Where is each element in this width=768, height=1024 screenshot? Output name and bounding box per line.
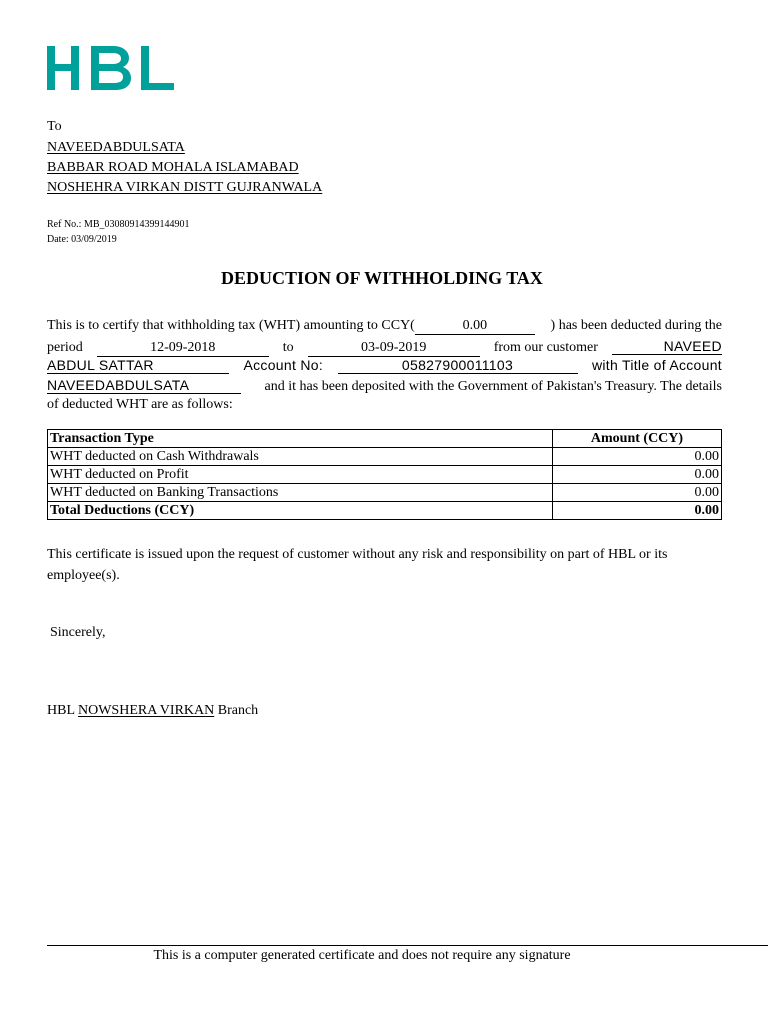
reference-date: Date: 03/09/2019	[47, 234, 117, 245]
customer-name-first: NAVEED	[612, 338, 722, 355]
certificate-text-1: This is to certify that withholding tax (WHT) amounting to CCY(	[47, 318, 415, 333]
total-label: Total Deductions (CCY)	[48, 502, 553, 520]
row-amount: 0.00	[553, 484, 722, 502]
certificate-line-3	[47, 357, 722, 374]
footer-divider	[47, 945, 768, 946]
account-label: Account No:	[243, 357, 324, 373]
header-amount: Amount (CCY)	[553, 430, 722, 448]
period-from-date: 12-09-2018	[97, 340, 269, 357]
table-total-row	[48, 502, 722, 520]
to-label: To	[47, 119, 62, 134]
certificate-text-4: of deducted WHT are as follows:	[47, 397, 233, 412]
account-title-label: with Title of Account	[591, 357, 722, 373]
reference-number: Ref No.: MB_03080914399144901	[47, 219, 190, 230]
branch-line	[47, 703, 258, 719]
recipient-address-line1: BABBAR ROAD MOHALA ISLAMABAD	[47, 160, 299, 175]
footer-note: This is a computer generated certificate and does not require any signature	[153, 948, 571, 963]
table-row	[48, 466, 722, 484]
closing: Sincerely,	[50, 625, 106, 640]
row-amount: 0.00	[553, 466, 722, 484]
account-title: NAVEEDABDULSATA	[47, 377, 241, 394]
disclaimer: This certificate is issued upon the request of customer without any risk and responsibility on part of HBL or its employee(s).	[47, 547, 668, 583]
header-transaction-type: Transaction Type	[48, 430, 553, 448]
certificate-line-2	[47, 338, 722, 357]
period-to-label: to	[282, 340, 294, 355]
branch-name: NOWSHERA VIRKAN	[77, 703, 215, 718]
row-amount: 0.00	[553, 448, 722, 466]
account-number: 05827900011103	[338, 357, 578, 374]
recipient-name: NAVEEDABDULSATA	[47, 140, 185, 155]
document-title: DEDUCTION OF WITHHOLDING TAX	[221, 268, 543, 288]
wht-amount: 0.00	[415, 318, 535, 335]
table-row	[48, 448, 722, 466]
branch-suffix: Branch	[217, 703, 259, 718]
table-header-row	[48, 430, 722, 448]
hbl-logo-mark	[47, 44, 177, 92]
hbl-logo	[47, 44, 177, 92]
branch-prefix: HBL	[47, 703, 75, 718]
certificate-line-1	[47, 318, 722, 335]
row-type: WHT deducted on Profit	[48, 466, 553, 484]
total-amount: 0.00	[553, 502, 722, 520]
customer-name-last: ABDUL SATTAR	[47, 357, 229, 374]
certificate-line-4	[47, 377, 722, 395]
from-customer-label: from our customer	[493, 340, 598, 355]
table-row	[48, 484, 722, 502]
period-label: period	[47, 340, 83, 355]
wht-table	[47, 429, 722, 520]
recipient-address-line2: NOSHEHRA VIRKAN DISTT GUJRANWALA	[47, 180, 323, 195]
certificate-text-3: and it has been deposited with the Government of Pakistan's Treasury. The details	[264, 379, 722, 394]
row-type: WHT deducted on Banking Transactions	[48, 484, 553, 502]
row-type: WHT deducted on Cash Withdrawals	[48, 448, 553, 466]
certificate-text-2: ) has been deducted during the	[550, 318, 722, 333]
period-to-date: 03-09-2019	[308, 340, 480, 357]
